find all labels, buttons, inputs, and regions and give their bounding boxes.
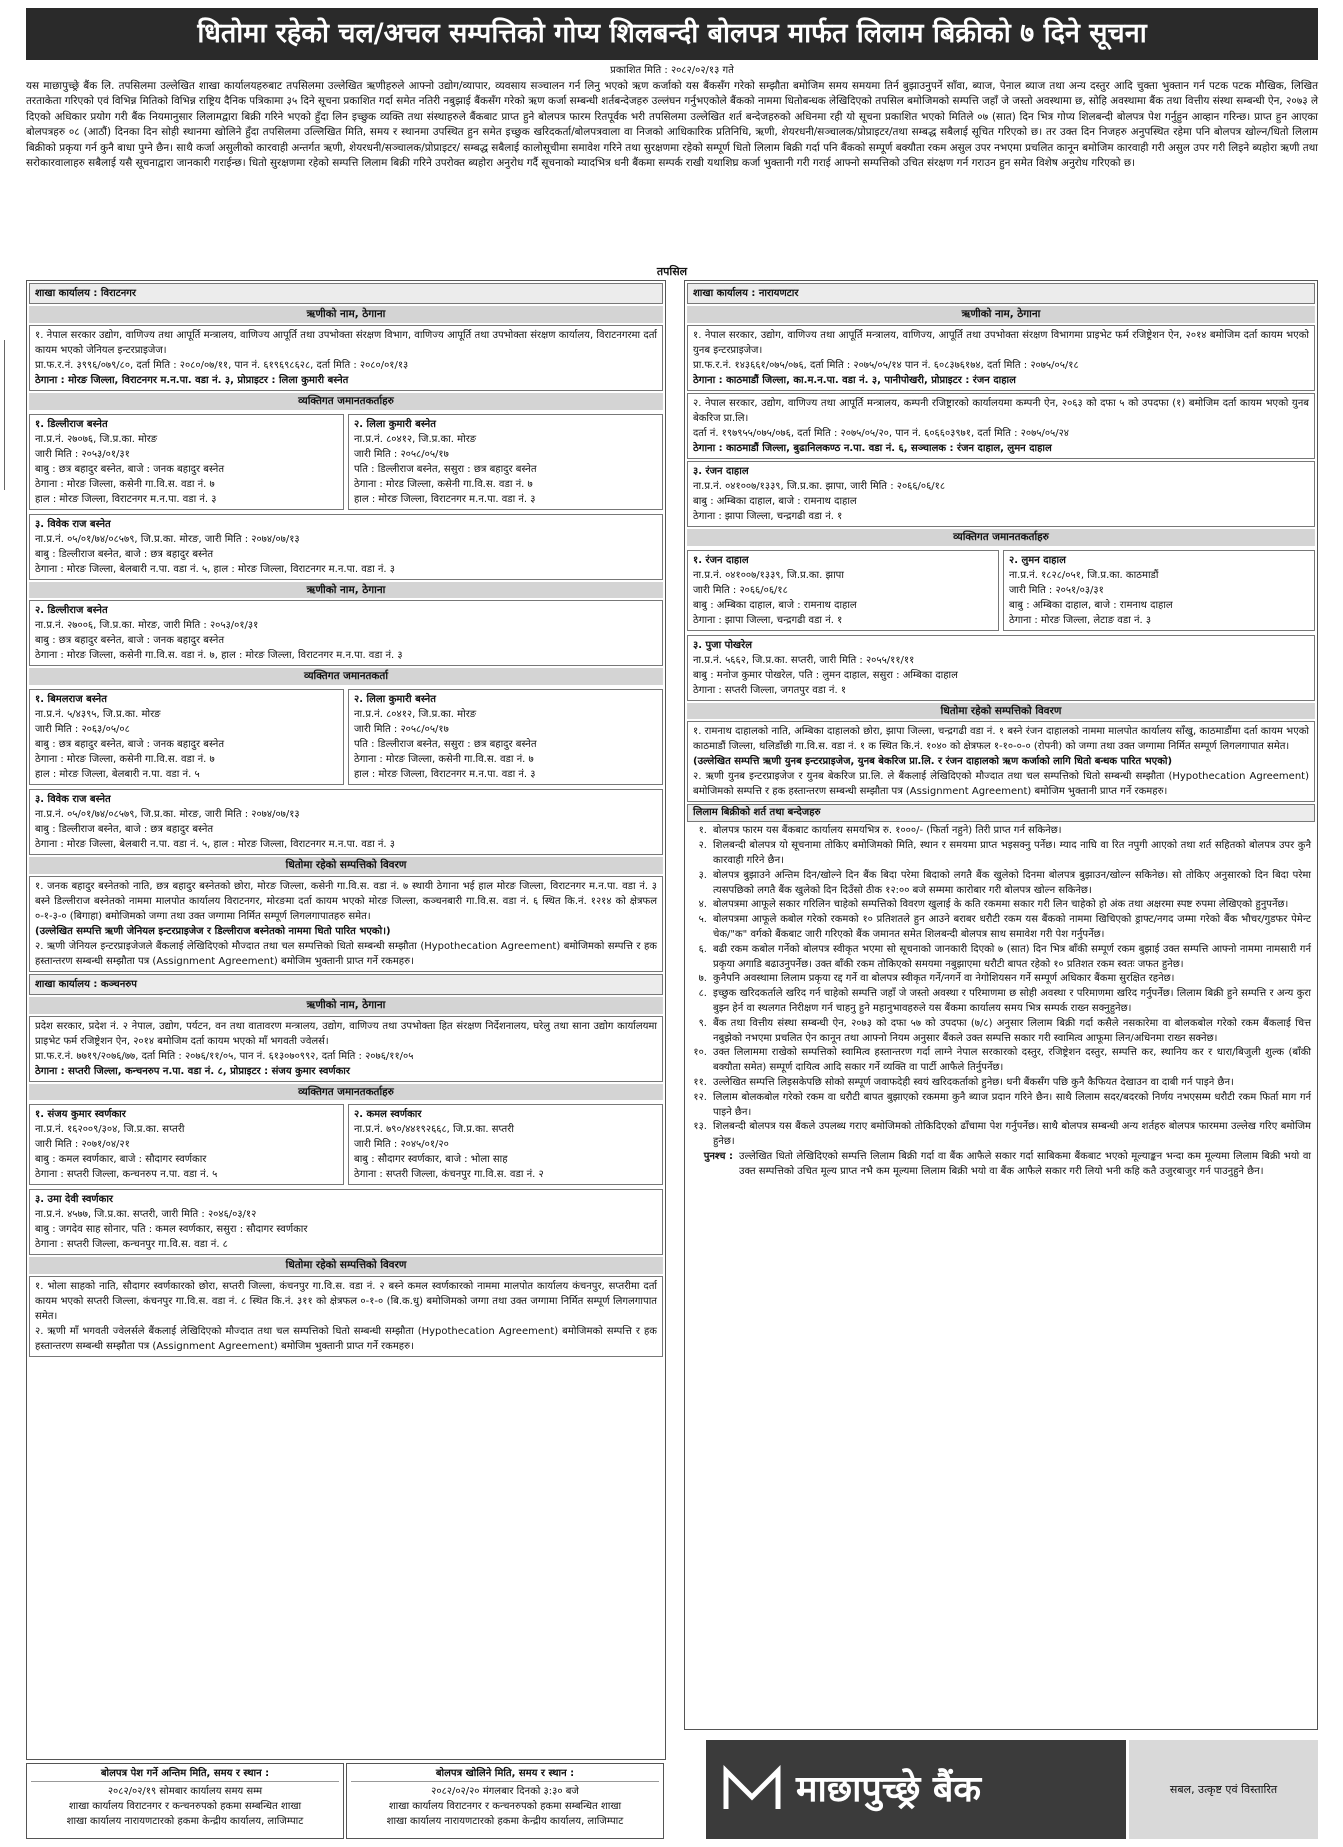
condition-text: लिलाम बोलकबोल गरेको रकम वा धरौटी बापत बुझाएको रकममा कुनै ब्याज प्रदान गरिने छैन। साथै लिलाम सदर/बदरको निर्णय नभएसम्म धरौटी रकम फिर्ता माग गर्न पाइने छैन। [713,1091,1311,1118]
guarantor-address: ठेगाना : मोरङ जिल्ला, बेलबारी न.पा. वडा नं. ५, हाल : मोरङ जिल्ला, विराटनगर म.न.पा. वडा नं. ३ [35,839,395,851]
borrower-address: ठेगाना : काठमाडौं जिल्ला, का.म.न.पा. वडा नं. ३, पानीपोखरी, प्रोप्राइटर : रंजन दाहाल [693,374,1016,386]
borrower-entry [687,393,1315,459]
borrower-name: २. डिल्लीराज बस्नेत [35,605,108,617]
guarantor-current-address: हाल : मोरङ जिल्ला, विराटनगर म.न.पा. वडा नं. ३ [354,769,536,781]
guarantor-card [29,514,663,580]
guarantor-family: बाबु : छत्र बहादुर बस्नेत, बाजे : जनक बहादुर बस्नेत [35,463,225,475]
condition-number: ३. [698,869,707,881]
condition-number: १३. [693,1121,707,1133]
guarantor-address: ठेगाना : मोरङ जिल्ला, बेलबारी न.पा. वडा नं. ५, हाल : मोरङ जिल्ला, विराटनगर म.न.पा. वडा नं. ३ [35,563,395,575]
guarantor-address: ठेगाना : मोरङ जिल्ला, कसेनी गा.वि.स. वडा नं. ७ [35,478,215,490]
guarantor-card [29,1189,663,1255]
guarantor-grid [27,687,665,787]
borrower-registration: दर्ता नं. १९७९५५/०७५/०७६, दर्ता मिति : २०७५/०५/२०, पान नं. ६०६६०३९७१, दर्ता मिति : २०७५/०५/२४ [693,427,1070,439]
condition-text: बोलपत्रमा आफूले कबोल गरेको रकमको १० प्रतिशतले हुन आउने बराबर धरौटी रकम यस बैंकको नाममा खिचिएको ड्राफ्ट/नगद जम्मा गरेको बैंक भौचर/गुडफर पेमेन्ट चेक/"क" वर्गको बैंकबाट जारी गरिएको बैंक जमानत समेत शिलबन्दी बोलपत्र साथ समावेश गरी पेश गर्नुपर्नेछ। [713,914,1311,941]
conditions-heading: लिलाम बिक्रीको शर्त तथा बन्देजहरु [687,804,1315,822]
publication-date: प्रकाशित मिति : २०८२/०२/१३ गते [610,65,734,76]
condition-text: उल्लेखित सम्पत्ति लिइसकेपछि सोको सम्पूर्ण जवाफदेही स्वयं खरिदकर्ताको हुनेछ। धनी बैंकसँग पछि कुनै कैफियत देखाउन वा दाबी गर्न पाइने छैन। [713,1077,1234,1089]
borrower-entry [29,325,663,391]
condition-text: शिलबन्दी बोलपत्र यो सूचनामा तोकिए बमोजिमको मिति, स्थान र समयमा प्राप्त भइसक्नु पर्नेछ। म्याद नाघि वा रित नपुगी आएको तथा शर्त सहितको बोलपत्र उपर कुनै कारवाही गरिने छैन। [713,840,1311,867]
branch-label: शाखा कार्यालय : [35,978,98,990]
borrower-registration: प्रा.फ.र.नं. १४३६६१/०७५/०७६, दर्ता मिति : २०७५/०५/१४ पान नं. ६०८३७६१७४, दर्ता मिति : २०७५/०५/१८ [693,359,1079,371]
guarantor-current-address: हाल : मोरङ जिल्ला, विराटनगर म.न.पा. वडा नं. ३ [354,493,536,505]
borrower-name: ३. रंजन दाहाल [693,465,749,477]
collateral-item: १. रामनाथ दाहालको नाति, अम्बिका दाहालको छोरा, झापा जिल्ला, चन्द्रगढी वडा नं. १ बस्ने रंजन दाहालको नाममा मालपोत कार्यालय साँखु, काठमाडौंमा दर्ता कायम भएको काठमाडौं जिल्ला, थलिडाँछी गा.वि.स. वडा नं. १ क स्थित कि.नं. १०४० को क्षेत्रफल १-१०-०-० (रोपनी) को जग्गा तथा उक्त जग्गामा निर्मित सम्पूर्ण लिगलगापात समेत। [693,726,1309,753]
guarantor-id: ना.प्र.नं. ८०४१२, जि.प्र.का. मोरङ [354,709,477,721]
collateral-heading: धितोमा रहेको सम्पत्तिको विवरण [687,703,1315,720]
condition-text: बोलपत्रमा आफूले सकार गरिलिन चाहेको सम्पत्तिको विवरण खुलाई के कति रकममा सकार गरी लिन चाहेको हो अंक तथा अक्षरमा स्पष्ट रुपमा लेखिएको हुनुपर्नेछ। [713,899,1289,911]
borrower-registration: प्रा.फ.र.नं. ७७१९/२०७६/७७, दर्ता मिति : २०७६/११/०५, पान नं. ६१३०७०९९२, दर्ता मिति : २०७६/११/०५ [35,1050,414,1062]
branch-name: कञ्चनरुप [100,978,137,990]
guarantor-address: ठेगाना : मोरड जिल्ला, कसेनी गा.वि.स. वडा नं. ७ [354,478,533,490]
guarantor-id: ना.प्र.नं. ५/४३९५, जि.प्र.का. मोरङ [35,709,161,721]
guarantor-name: ३. पुजा पोखरेल [693,639,752,651]
guarantor-name: १. बिमलराज बस्नेत [35,694,107,706]
guarantor-issue-date: जारी मिति : २०४५/०१/२० [354,1139,449,1151]
guarantor-family: पति : डिल्लीराज बस्नेत, ससुरा : छत्र बहादुर बस्नेत [354,463,537,475]
guarantor-name: २. लिला कुमारी बस्नेत [354,694,436,706]
guarantor-family: बाबु : सौदागर स्वर्णकार, बाजे : भोला साह [354,1154,508,1166]
guarantor-card [29,414,344,510]
guarantor-id: ना.प्र.नं. १६२००९/३०४, जि.प्र.का. सप्तरी [35,1124,185,1136]
collateral-note: (उल्लेखित सम्पत्ति ऋणी युनब इन्टरप्राइजेज, युनब बेकरिज प्रा.लि. र रंजन दाहालको ऋण कर्जाको लागि धितो बन्धक पारित भएको) [693,756,1173,768]
branch-header-biratnagar [29,283,663,304]
guarantor-id: ना.प्र.नं. ०४१००७/१३३९, जि.प्र.का. झापा [693,569,844,581]
condition-text: बैंक तथा वित्तीय संस्था सम्बन्धी ऐन, २०७३ को दफा ५७ को उपदफा (७/८) अनुसार लिलाम बिक्री गर्दा कसैले नसकारेमा वा बोलकबोल गरेको रकम बैंकलाई चित्त नबुझेको नभएमा प्रचलित ऐन कानून तथा आफ्नो नियम अनुसार बैंकले उक्त सम्पत्ति सकार गरी स्वामित्व आफूमा लिन/अधिनमा राख्न सक्नेछ। [713,1017,1311,1044]
bid-opening-heading: बोलपत्र खोलिने मिति, समय र स्थान : [351,1766,659,1782]
mountain-icon [722,1765,782,1815]
bank-logo-block [706,1740,1318,1839]
borrower-family: बाबु : छत्र बहादुर बस्नेत, बाजे : जनक बहादुर बस्नेत [35,635,225,647]
guarantor-grid [27,412,665,512]
guarantor-address: ठेगाना : सप्तरी जिल्ला, कन्चनरुप न.पा. वडा नं. ५ [35,1169,218,1181]
condition-number: ९. [698,1017,707,1029]
bid-opening-place: शाखा कार्यालय विराटनगर र कन्चनरुपको हकमा सम्बन्धित शाखा [388,1801,622,1812]
fold-mark [0,340,5,490]
borrower-description: प्रदेश सरकार, प्रदेश नं. २ नेपाल, उद्योग, पर्यटन, वन तथा वातावरण मन्त्रालय, उद्योग, वाणिज्य तथा उपभोक्ता हित संरक्षण निर्देशनालय, घरेलु तथा साना उद्योग कार्यालयमा प्राइभेट फर्म रजिष्ट्रेशन ऐन, २०१४ बमोजिम दर्ता कायम भएको माँ भगवती ज्वेलर्स। [35,1020,657,1047]
guarantor-card [29,789,663,855]
condition-item-postscript [685,1150,1317,1180]
borrower-heading: ऋणीको नाम, ठेगाना [29,997,663,1014]
collateral-heading: धितोमा रहेको सम्पत्तिको विवरण [29,857,663,874]
condition-number: १२. [693,1091,707,1103]
guarantor-name: २. लिला कुमारी बस्नेत [354,418,436,430]
collateral-item: १. जनक बहादुर बस्नेतको नाति, छत्र बहादुर बस्नेतको छोरा, मोरङ जिल्ला, कसेनी गा.वि.स. वडा नं. ७ स्थायी ठेगाना भई हाल मोरङ जिल्ला, विराटनगर म.न.पा. वडा नं. ३ बस्ने डिल्लीराज बस्नेतको नाममा मालपोत कार्यालय विराटनगर, मोरङमा दर्ता कायम भएको मोरङ जिल्ला, कञ्चनबारी गा.वि.स. वडा नं. ६ स्थित कि.नं. १२१४ को क्षेत्रफल ०-१-३-० (बिगाहा) बमोजिमको जग्गा तथा उक्त जग्गामा निर्मित सम्पूर्ण लिगलगापातहरु समेत। [35,880,657,922]
borrower-entry [687,325,1315,391]
bid-submission-box [26,1763,344,1839]
bid-submission-heading: बोलपत्र पेश गर्ने अन्तिम मिति, समय र स्थान : [31,1766,339,1782]
guarantor-name: १. डिल्लीराज बस्नेत [35,418,108,430]
guarantor-name: २. लुमन दाहाल [1009,554,1066,566]
guarantor-card [29,1104,344,1185]
notice-title: धितोमा रहेको चल/अचल सम्पत्तिको गोप्य शिलबन्दी बोलपत्र मार्फत लिलाम बिक्रीको ७ दिने सूचना [26,8,1318,60]
guarantor-name: ३. उमा देवी स्वर्णकार [35,1194,113,1206]
guarantor-issue-date: जारी मिति : २०६६/०६/१८ [693,584,788,596]
guarantor-address: ठेगाना : मोरङ जिल्ला, कसेनी गा.वि.स. वडा नं. ७ [354,754,534,766]
bid-submission-date: २०८२/०२/१९ सोमबार कार्यालय समय सम्म [107,1786,263,1797]
borrower-address: ठेगाना : मोरङ जिल्ला, विराटनगर म.न.पा. वडा नं. ३, प्रोप्राइटर : लिला कुमारी बस्नेत [35,374,349,386]
condition-text: बोलपत्र फारम यस बैंकबाट कार्यालय समयभित्र रु. १०००/- (फिर्ता नहुने) तिरी प्राप्त गर्न सकिनेछ। [713,825,1062,837]
guarantor-family: बाबु : अम्बिका दाहाल, बाजे : रामनाथ दाहाल [693,599,857,611]
guarantor-issue-date: जारी मिति : २०७१/०४/२१ [35,1139,130,1151]
branch-name: नारायणटार [758,288,799,299]
guarantor-family: बाबु : मनोज कुमार पोखरेल, पति : लुमन दाहाल, ससुरा : अम्बिका दाहाल [693,669,958,681]
guarantor-address: ठेगाना : सप्तरी जिल्ला, कंचनपुर गा.वि.स. वडा नं. २ [354,1169,544,1181]
borrower-address: ठेगाना : मोरङ जिल्ला, कसेनी गा.वि.स. वडा नं. ७, हाल : मोरङ जिल्ला, विराटनगर म.न.पा. वडा नं. ३ [35,650,403,662]
condition-number: ११. [693,1077,707,1089]
guarantor-address: ठेगाना : झापा जिल्ला, चन्द्रगढी वडा नं. १ [693,614,843,626]
collateral-item: २. ऋणी माँ भगवती ज्वेलर्सले बैंकलाई लेखिदिएको मौज्दात तथा चल सम्पत्तिको धितो सम्बन्धी सम्झौता (Hypothecation Agreement) बमोजिमको सम्पत्ति र हक हस्तान्तरण सम्बन्धी सम्झौता पत्र (Assignment Agreement) बमोजिम भुक्तानी प्राप्त गर्ने रकमहरु। [35,1326,657,1353]
condition-text: उक्त लिलाममा राखेको सम्पत्तिको स्वामित्व हस्तान्तरण गर्दा लाग्ने नेपाल सरकारको दस्तुर, रजिष्ट्रेशन दस्तुर, सम्पत्ति कर, स्थानिय कर र धारा/बिजुली शुल्क (बाँकी बक्यौता समेत) सम्पूर्ण दायित्व आदि सकार गर्ने व्यक्ति वा पार्टी आफैले तिर्नुपर्नेछ। [713,1047,1311,1074]
condition-number: ८. [698,988,707,1000]
collateral-note: (उल्लेखित सम्पत्ति ऋणी जेनियल इन्टरप्राइजेज र डिल्लीराज बस्नेतको नाममा धितो पारित भएको।) [35,925,391,937]
guarantors-heading: व्यक्तिगत जमानतकर्ताहरु [29,1084,663,1101]
borrower-registration: प्रा.फ.र.नं. ३९९६/०७९/८०, दर्ता मिति : २०८०/०७/११, पान नं. ६१९६९८६२८, दर्ता मिति : २०८०/०१/१३ [35,359,409,371]
guarantors-heading: व्यक्तिगत जमानतकर्ताहरु [687,529,1315,546]
borrower-address: ठेगाना : सप्तरी जिल्ला, कन्चनरुप न.पा. वडा नं. ८, प्रोप्राइटर : संजय कुमार स्वर्णकार [35,1065,350,1077]
guarantor-family: बाबु : डिल्लीराज बस्नेत, बाजे : छत्र बहादुर बस्नेत [35,548,214,560]
condition-item [685,987,1317,1017]
postscript-label: पुनश्च : [703,1151,733,1163]
borrower-id: ना.प्र.नं. ०४१००७/१३३९, जि.प्र.का. झापा, जारी मिति : २०६६/०६/१८ [693,480,946,492]
borrower-description: १. नेपाल सरकार उद्योग, वाणिज्य तथा आपूर्ति मन्त्रालय, वाणिज्य आपूर्ति तथा उपभोक्ता संरक्षण विभाग, वाणिज्य आपूर्ति तथा उपभोक्ता संरक्षण कार्यालय, विराटनगरमा दर्ता कायम भएको जेनियल इन्टरप्राइजेज। [35,329,657,356]
right-column [684,280,1318,1730]
condition-text: बढी रकम कबोल गर्नेको बोलपत्र स्वीकृत भएमा सो सूचनाको जानकारी दिएको ७ (सात) दिन भित्र बाँकी सम्पूर्ण रकम बुझाई उक्त सम्पत्ति आफ्नो नाममा नामसारी गर्न प्रकृया अगाडि बढाउनुपर्नेछ। उक्त बाँकी रकम तोकिएको समयमा नबुझाएमा धरौटी बापत रहेको १० प्रतिशत रकम स्वतः जफत हुनेछ। [713,943,1311,970]
guarantor-id: ना.प्र.नं. ७९०/४४१९२६६८, जि.प्र.का. सप्तरी [354,1124,514,1136]
guarantor-address: ठेगाना : सप्तरी जिल्ला, जगतपुर वडा नं. १ [693,684,847,696]
borrower-family: बाबु : अम्बिका दाहाल, बाजे : रामनाथ दाहाल [693,495,857,507]
bid-opening-place-central: शाखा कार्यालय नारायणटारको हकमा केन्द्रीय कार्यालय, लाजिम्पाट [386,1816,624,1827]
collateral-item: २. ऋणी युनब इन्टरप्राइजेज र युनब बेकरिज प्रा.लि. ले बैंकलाई लेखिदिएको मौज्दात तथा चल सम्पत्तिको धितो सम्बन्धी सम्झौता (Hypothecation Agreement) बमोजिमको सम्पत्ति र हक हस्तान्तरण सम्बन्धी सम्झौता पत्र (Assignment Agreement) बमोजिम भुक्तानी प्राप्त गर्ने रकमहरु। [693,771,1309,798]
condition-item [685,943,1317,973]
guarantor-name: १. रंजन दाहाल [693,554,749,566]
condition-item [685,1091,1317,1121]
condition-item [685,1076,1317,1091]
guarantor-id: ना.प्र.नं. ५६६२, जि.प्र.का. सप्तरी, जारी मिति : २०५५/११/११ [693,654,915,666]
collateral-heading: धितोमा रहेको सम्पत्तिको विवरण [29,1257,663,1274]
borrower-address: ठेगाना : झापा जिल्ला, चन्द्रगढी वडा नं. १ [693,510,843,522]
guarantor-id: ना.प्र.नं. २७०७६, जि.प्र.का. मोरङ [35,433,158,445]
borrower-heading: ऋणीको नाम, ठेगाना [29,582,663,599]
guarantor-family: बाबु : डिल्लीराज बस्नेत, बाजे : छत्र बहादुर बस्नेत [35,824,214,836]
collateral-details [687,721,1315,802]
guarantor-grid [685,548,1317,633]
guarantor-id: ना.प्र.नं. ८०४१२, जि.प्र.का. मोरङ [354,433,477,445]
condition-item [685,1120,1317,1150]
guarantor-family: पति : डिल्लीराज बस्नेत, ससुरा : छत्र बहादुर बस्नेत [354,739,537,751]
guarantor-heading: व्यक्तिगत जमानतकर्ता [29,668,663,685]
collateral-details [29,876,663,972]
condition-item [685,913,1317,943]
condition-number: ४. [698,899,707,911]
condition-number: ७. [698,973,707,985]
guarantor-id: ना.प्र.नं. १८२८/०५१, जि.प्र.का. काठमाडौं [1009,569,1159,581]
bid-submission-place: शाखा कार्यालय विराटनगर र कन्चनरुपको हकमा सम्बन्धित शाखा [68,1801,302,1812]
condition-item [685,1017,1317,1047]
guarantor-address: ठेगाना : मोरङ जिल्ला, लेटाङ वडा नं. ३ [1009,614,1152,626]
conditions-list [685,824,1317,1179]
borrower-entry [29,600,663,666]
bid-schedule [26,1763,666,1839]
postscript-text: उल्लेखित धितो लेखिदिएको सम्पत्ति लिलाम बिक्री गर्दा वा बैंक आफैले सकार गर्दा साबिकमा बैंकबाट भएको मूल्याङ्कन भन्दा कम मूल्यमा लिलाम बिक्री भयो वा उक्त सम्पत्तिको उचित मूल्य प्राप्त नभै कम मूल्यमा लिलाम बिक्री भयो वा बैंक आफैले सकार गरी लियो भनी कहि कतै उजुरबाजुर गर्न पाउनुहुने छैन। [739,1151,1311,1177]
borrower-id: ना.प्र.नं. २७००६, जि.प्र.का. मोरङ, जारी मिति : २०५३/०१/३१ [35,620,259,632]
guarantor-card [348,1104,663,1185]
guarantor-family: बाबु : जगदेव साह सोनार, पति : कमल स्वर्णकार, ससुरा : सौदागर स्वर्णकार [35,1224,308,1236]
guarantor-card [348,414,663,510]
guarantor-issue-date: जारी मिति : २०५१/०३/३१ [1009,584,1104,596]
guarantor-card [687,635,1315,701]
borrower-entry [29,1016,663,1082]
guarantor-current-address: हाल : मोरङ जिल्ला, बेलबारी न.पा. वडा नं. ५ [35,769,200,781]
condition-text: इच्छुक खरिदकर्ताले खरिद गर्न चाहेको सम्पत्ति जहाँ जे जस्तो अवस्था र परिमाणमा छ सोही अवस्था र परिमाणमा खरिद गर्नुपर्नेछ। लिलाम बिक्री हुने सम्पत्ति र अन्य कुरा बुझ्न हेर्न वा स्थलगत निरीक्षण गर्न चाहनु हुने महानुभावहरुले यस बैंकमा कार्यालय समय भित्र सम्पर्क राख्न सक्नुहुनेछ। [713,988,1311,1015]
collateral-details [29,1276,663,1357]
condition-text: कुनैपनि अवस्थामा लिलाम प्रकृया रद्द गर्ने वा बोलपत्र स्वीकृत गर्ने/नगर्ने वा नेगोशियसन गर्ने सम्पूर्ण अधिकार बैंकमा सुरक्षित रहनेछ। [713,973,1175,985]
guarantor-address: ठेगाना : सप्तरी जिल्ला, कन्चनपुर गा.वि.स. वडा नं. ८ [35,1239,228,1251]
guarantor-card [29,689,344,785]
guarantor-name: २. कमल स्वर्णकार [354,1109,422,1121]
condition-item [685,824,1317,839]
guarantors-heading: व्यक्तिगत जमानतकर्ताहरु [29,393,663,410]
guarantor-card [1003,550,1315,631]
borrower-address: ठेगाना : काठमाडौं जिल्ला, बुढानिलकण्ठ न.पा. वडा नं. ६, सञ्चालक : रंजन दाहाल, लुमन दाहाल [693,442,1052,454]
bank-logo [706,1740,1126,1839]
guarantor-id: ना.प्र.नं. ०५/०१/७४/०८५७९, जि.प्र.का. मोरङ, जारी मिति : २०७४/०७/१३ [35,809,300,821]
guarantor-address: ठेगाना : मोरङ जिल्ला, कसेनी गा.वि.स. वडा नं. ७ [35,754,215,766]
condition-item [685,839,1317,869]
schedule-heading: तपसिल [656,265,688,278]
collateral-item: १. भोला साहको नाति, सौदागर स्वर्णकारको छोरा, सप्तरी जिल्ला, कंचनपुर गा.वि.स. वडा नं. २ बस्ने कमल स्वर्णकारको नाममा मालपोत कार्यालय कंचनपुर, सप्तरीमा दर्ता कायम भएको सप्तरी जिल्ला, कंचनपुर गा.वि.स. वडा नं. ८ स्थित कि.नं. ३११ को क्षेत्रफल ०-१-० (बि.क.धु) बमोजिमको जग्गा तथा उक्त जग्गामा निर्मित सम्पूर्ण लिगलगापात समेत। [35,1281,657,1323]
borrower-heading: ऋणीको नाम, ठेगाना [687,306,1315,323]
condition-item [685,1046,1317,1076]
left-column [26,280,666,1760]
branch-name: विराटनगर [100,288,136,299]
condition-text: शिलबन्दी बोलपत्र यस बैंकले उपलब्ध गराए बमोजिमको तोकिदिएको ढाँचामा पेश गर्नुपर्नेछ। साथै बोलपत्र सम्बन्धी अन्य शर्तहरु बोलपत्र फारममा उल्लेख गरिए बमोजिम हुनेछ। [713,1121,1311,1148]
condition-number: ५. [698,914,707,926]
intro-paragraph: यस माछापुच्छ्रे बैंक लि. तपसिलमा उल्लेखित शाखा कार्यालयहरुबाट तपसिलमा उल्लेखित ऋणीहरुले आफ्नो उद्योग/व्यापार, व्यवसाय सञ्चालन गर्न लिनु भएको ऋण कर्जाको यस बैंकसँग गरेको सम्झौता बमोजिम समय समयमा तिर्न बुझाउनुपर्ने साँवा, ब्याज, पेनाल ब्याज तथा अन्य दस्तुर आदि चुक्ता भुक्तान गर्न पटक पटक मौखिक, लिखित तरताकेता गरिएको एवं विभिन्न मितिको विभिन्न राष्ट्रिय दैनिक पत्रिकामा ३५ दिने सूचना प्रकाशित गर्दा समेत नतिरी नबुझाई बैंकसँग गरेको ऋण कर्जा सम्बन्धी शर्तबन्देजहरु उल्लंघन गर्नुभएकोले बैंकको नाममा धितोबन्धक लेखिदिएको तपसिल बमोजिमको सम्पत्ति जहाँ जे जस्तो अवस्थामा छ, सोहि अवस्थामा बैंक तथा वित्तीय संस्था सम्बन्धी ऐन, २०७३ ले दिएको अधिकार प्रयोग गरी बैंक नियमानुसार लिलामद्वारा बिक्री गरिने भएको हुँदा लिन इच्छुक व्यक्ति तथा संस्थाहरुले बैंकबाट प्राप्त हुने बोलपत्र फारम रितपूर्वक भरी तपसिलमा उल्लेखित शर्त बन्देजहरुको अधिनमा रही यो सूचना प्रकाशित भएको मितिले ०७ (सात) दिन भित्र गोप्य शिलबन्दी बोलपत्र पेश गर्नुहुन आव्हान गरिन्छ। प्राप्त हुन आएका बोलपत्रहरु ०८ (आठौं) दिनका दिन सोही स्थानमा खोलिने हुँदा तपसिलमा उल्लिखित मिति, समय र स्थानमा उपस्थित हुन समेत इच्छुक खरिदकर्ता/बोलपत्रवाला वा निजको आधिकारिक प्रतिनिधि, ऋणी, शेयरधनी/सञ्चालक/प्रोप्राइटर/तथा सम्बद्ध सबैलाई सूचित गरिएको छ। तर उक्त दिन निजहरु अनुपस्थित रहेमा पनि बोलपत्र खोल्न/धितो लिलाम बिक्रीको प्रकृया गर्न कुनै बाधा पुग्ने छैन। साथै कर्जा असुलीको कारवाही अन्तर्गत ऋणी, शेयरधनी/सञ्चालक/प्रोप्राइटर/ सम्बद्ध सबैलाई कालोसूचीमा समावेश गरिने तथा सुरक्षणमा रहेको सम्पूर्ण धितो लिलाम बिक्री गर्दा पनि बैंकको सम्पूर्ण बक्यौता रकम असुल उपर नभएमा प्रचलित कानून बमोजिम कारवाही गरी असुल उपर गरी लिइने ब्यहोरा ऋणी तथा सरोकारवालाहरु सबैलाई यसै सूचनाद्वारा जानकारी गराईन्छ। धितो सुरक्षणमा रहेको सम्पत्ति लिलाम बिक्री गरिने उपरोक्त ब्यहोरा अनुरोध गर्दै सूचनाको म्यादभित्र धनी बैंकमा सम्पर्क राखी यथाशिघ्र कर्जा भुक्तानी गरी गराई आफ्नो सम्पत्तिको उचित संरक्षण गर्न गराउन हुन समेत विशेष अनुरोध गरिएको छ। [26,80,1318,169]
branch-header-narayantar [687,283,1315,304]
guarantor-issue-date: जारी मिति : २०५८/०५/१७ [354,724,449,736]
condition-number: १. [698,825,707,837]
guarantor-issue-date: जारी मिति : २०५३/०१/३१ [35,448,130,460]
guarantor-current-address: हाल : मोरङ जिल्ला, विराटनगर म.न.पा. वडा नं. ३ [35,493,217,505]
condition-item [685,869,1317,899]
borrower-entry [687,461,1315,527]
condition-text: बोलपत्र बुझाउने अन्तिम दिन/खोल्ने दिन बैंक बिदा परेमा बिदाको लगतै बैंक खुलेको दिनमा बोलपत्र बुझाउन/खोल्न सकिनेछ। सो तोकिए अनुसारको दिन बिदा परेमा त्यसपछिको लगतै बैंक खुलेको दिन दिउँसो ठीक १२:०० बजे सम्ममा कारोबार गरी बोलपत्र खोल्न सकिनेछ। [713,869,1311,896]
condition-number: १०. [693,1047,707,1059]
borrower-description: २. नेपाल सरकार, उद्योग, वाणिज्य तथा आपूर्ति मन्त्रालय, कम्पनी रजिष्ट्रारको कार्यालयमा कम्पनी ऐन, २०६३ को दफा ५ को उपदफा (१) बमोजिम दर्ता कायम भएको युनब बेकरिज प्रा.लि। [693,397,1309,424]
guarantor-grid [27,1102,665,1187]
bank-tagline: सबल, उत्कृष्ट एवं विस्तारित [1126,1740,1318,1839]
branch-label: शाखा कार्यालय : [35,288,98,299]
guarantor-family: बाबु : कमल स्वर्णकार, बाजे : सौदागर स्वर्णकार [35,1154,207,1166]
guarantor-id: ना.प्र.नं. ०५/०१/७४/०८५७९, जि.प्र.का. मोरङ, जारी मिति : २०७४/०७/१३ [35,533,300,545]
guarantor-card [348,689,663,785]
condition-number: २. [698,840,707,852]
guarantor-family: बाबु : अम्बिका दाहाल, बाजे : रामनाथ दाहाल [1009,599,1173,611]
bid-submission-place-central: शाखा कार्यालय नारायणटारको हकमा केन्द्रीय कार्यालय, लाजिम्पाट [66,1816,304,1827]
guarantor-family: बाबु : छत्र बहादुर बस्नेत, बाजे : जनक बहादुर बस्नेत [35,739,225,751]
branch-header-kanchanrup [29,974,663,995]
condition-item [685,898,1317,913]
guarantor-name: ३. विवेक राज बस्नेत [35,794,111,806]
branch-label: शाखा कार्यालय : [693,288,756,299]
bank-name: माछापुच्छ्रे बैंक [796,1768,982,1810]
condition-number: ६. [698,943,707,955]
guarantor-name: १. संजय कुमार स्वर्णकार [35,1109,126,1121]
collateral-item: २. ऋणी जेनियल इन्टरप्राइजेजले बैंकलाई लेखिदिएको मौज्दात तथा चल सम्पत्तिको धितो सम्बन्धी सम्झौता (Hypothecation Agreement) बमोजिमको सम्पत्ति र हक हस्तान्तरण सम्बन्धी सम्झौता पत्र (Assignment Agreement) बमोजिम भुक्तानी प्राप्त गर्ने रकमहरु। [35,940,657,967]
guarantor-issue-date: जारी मिति : २०६३/०५/०८ [35,724,130,736]
guarantor-name: ३. विवेक राज बस्नेत [35,518,111,530]
guarantor-issue-date: जारी मिति : २०५८/०५/१७ [354,448,449,460]
borrower-heading: ऋणीको नाम, ठेगाना [29,306,663,323]
guarantor-id: ना.प्र.नं. ४५७७, जि.प्र.का. सप्तरी, जारी मिति : २०४६/०३/१२ [35,1209,257,1221]
bid-opening-box [346,1763,664,1839]
bid-opening-date: २०८२/०२/२० मंगलबार दिनको ३:३० बजे [431,1786,579,1797]
borrower-description: १. नेपाल सरकार, उद्योग, वाणिज्य तथा आपूर्ति मन्त्रालय, वाणिज्य, आपूर्ति तथा उपभोक्ता संरक्षण विभागमा प्राइभेट फर्म रजिष्ट्रेशन ऐन, २०१४ बमोजिम दर्ता कायम भएको युनब इन्टरप्राइजेज। [693,329,1309,356]
guarantor-card [687,550,999,631]
condition-item [685,972,1317,987]
